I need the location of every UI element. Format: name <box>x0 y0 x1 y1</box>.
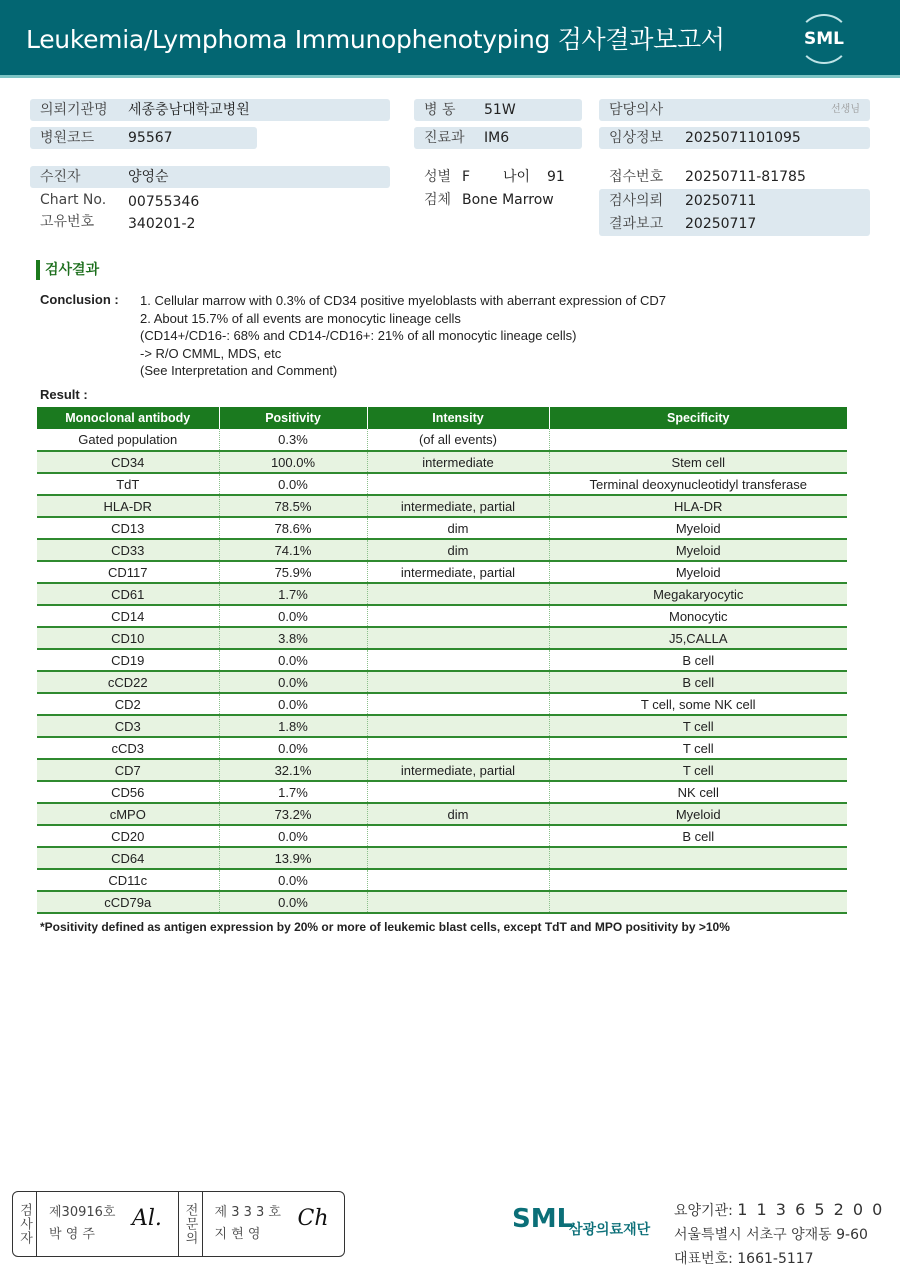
table-row <box>37 605 847 627</box>
col-antibody: Monoclonal antibody <box>37 407 219 429</box>
specificity-cell: Megakaryocytic <box>549 583 847 605</box>
antibody-cell: cCD79a <box>37 891 219 913</box>
intensity-cell: dim <box>367 803 549 825</box>
label: 성별 <box>424 169 452 185</box>
antibody-cell: CD14 <box>37 605 219 627</box>
signature-icon: Ch <box>297 1206 329 1231</box>
table-row <box>37 583 847 605</box>
positivity-cell: 0.0% <box>219 737 367 759</box>
intensity-cell <box>367 693 549 715</box>
label: 결과보고 <box>609 216 664 232</box>
address: 서울특별시 서초구 양재동 9-60 <box>674 1227 868 1243</box>
sex-age-field <box>414 166 582 188</box>
specimen-field <box>414 189 582 211</box>
antibody-cell: cMPO <box>37 803 219 825</box>
specificity-cell: HLA-DR <box>549 495 847 517</box>
specialist-block <box>203 1192 345 1256</box>
intensity-cell <box>367 715 549 737</box>
doctor-field <box>599 99 870 121</box>
specificity-cell: J5,CALLA <box>549 627 847 649</box>
examiner-name: 박 영 주 <box>49 1227 95 1242</box>
conclusion-line: 1. Cellular marrow with 0.3% of CD34 positive myeloblasts with aberrant expression of CD7 <box>140 293 666 308</box>
intensity-cell <box>367 869 549 891</box>
table-row <box>37 627 847 649</box>
result-label: Result : <box>40 387 88 402</box>
positivity-cell: 100.0% <box>219 451 367 473</box>
specificity-cell: NK cell <box>549 781 847 803</box>
antibody-cell: CD11c <box>37 869 219 891</box>
value: 20250711 <box>685 193 757 209</box>
col-specificity: Specificity <box>549 407 847 429</box>
intensity-cell: dim <box>367 517 549 539</box>
label: 임상정보 <box>609 130 664 146</box>
antibody-cell: CD33 <box>37 539 219 561</box>
ward-field <box>414 99 582 121</box>
table-row <box>37 715 847 737</box>
positivity-cell: 0.3% <box>219 429 367 451</box>
specificity-cell: Monocytic <box>549 605 847 627</box>
value: 20250711-81785 <box>685 169 806 185</box>
examiner-block <box>37 1192 179 1256</box>
specificity-cell: Stem cell <box>549 451 847 473</box>
value: 선생님 <box>831 104 860 115</box>
institution-field <box>30 99 390 121</box>
antibody-cell: CD7 <box>37 759 219 781</box>
intensity-cell: intermediate <box>367 451 549 473</box>
conclusion-line: 2. About 15.7% of all events are monocytic lineage cells <box>140 310 461 326</box>
label: 병원코드 <box>40 130 95 146</box>
table-row <box>37 561 847 583</box>
antibody-cell: CD20 <box>37 825 219 847</box>
table-row <box>37 429 847 451</box>
results-table <box>37 407 847 914</box>
antibody-cell: CD2 <box>37 693 219 715</box>
positivity-cell: 0.0% <box>219 891 367 913</box>
antibody-cell: CD3 <box>37 715 219 737</box>
antibody-cell: CD56 <box>37 781 219 803</box>
label: 의뢰기관명 <box>40 102 108 118</box>
intensity-cell: intermediate, partial <box>367 561 549 583</box>
intensity-cell <box>367 825 549 847</box>
specificity-cell: B cell <box>549 671 847 693</box>
footer-logo: SML <box>512 1204 574 1234</box>
intensity-cell <box>367 605 549 627</box>
table-row <box>37 891 847 913</box>
examiner-label: 검사자 <box>13 1192 37 1256</box>
footnote: *Positivity defined as antigen expression by 20% or more of leukemic blast cells, except TdT and MPO positivity by >10% <box>40 920 730 934</box>
positivity-cell: 78.5% <box>219 495 367 517</box>
report-date-field <box>599 213 870 235</box>
antibody-cell: CD19 <box>37 649 219 671</box>
positivity-cell: 0.0% <box>219 473 367 495</box>
table-row <box>37 517 847 539</box>
footer-org: 삼광의료재단 <box>569 1222 651 1238</box>
conclusion-label: Conclusion : <box>40 292 119 307</box>
footer-contact <box>674 1198 884 1271</box>
conclusion-line: (See Interpretation and Comment) <box>140 363 338 379</box>
table-row <box>37 473 847 495</box>
clinical-field <box>599 127 870 149</box>
specificity-cell: T cell, some NK cell <box>549 693 847 715</box>
specificity-cell <box>549 429 847 451</box>
intensity-cell <box>367 473 549 495</box>
value: 51W <box>484 102 516 118</box>
value: IM6 <box>484 130 510 146</box>
value: 95567 <box>128 130 173 146</box>
table-row <box>37 649 847 671</box>
intensity-cell: intermediate, partial <box>367 759 549 781</box>
specificity-cell: Myeloid <box>549 539 847 561</box>
specificity-cell <box>549 891 847 913</box>
positivity-cell: 74.1% <box>219 539 367 561</box>
institution-code: 1 1 3 6 5 2 0 0 <box>737 1200 885 1219</box>
col-intensity: Intensity <box>367 407 549 429</box>
positivity-cell: 78.6% <box>219 517 367 539</box>
antibody-cell: cCD3 <box>37 737 219 759</box>
label: 고유번호 <box>40 214 95 230</box>
table-row <box>37 759 847 781</box>
value: 00755346 <box>128 194 200 210</box>
value: Bone Marrow <box>462 192 554 208</box>
label: 검체 <box>424 192 452 208</box>
value: 양영순 <box>128 169 169 185</box>
specificity-cell: T cell <box>549 759 847 781</box>
antibody-cell: cCD22 <box>37 671 219 693</box>
specificity-cell <box>549 869 847 891</box>
value: 세종충남대학교병원 <box>128 102 250 118</box>
positivity-cell: 75.9% <box>219 561 367 583</box>
value: 91 <box>547 169 565 185</box>
table-row <box>37 847 847 869</box>
positivity-cell: 3.8% <box>219 627 367 649</box>
signature-icon: Al. <box>132 1206 162 1231</box>
value: F <box>462 169 471 185</box>
table-row <box>37 803 847 825</box>
specificity-cell: Myeloid <box>549 561 847 583</box>
report-title: Leukemia/Lymphoma Immunophenotyping 검사결과보고서 <box>26 25 725 54</box>
examiner-license: 제30916호 <box>49 1205 116 1220</box>
specificity-cell: B cell <box>549 649 847 671</box>
specialist-label: 전문의 <box>179 1192 203 1256</box>
request-field <box>599 190 870 212</box>
intensity-cell <box>367 583 549 605</box>
positivity-cell: 0.0% <box>219 671 367 693</box>
label: 검사의뢰 <box>609 193 664 209</box>
conclusion-line: (CD14+/CD16-: 68% and CD14-/CD16+: 21% of all monocytic lineage cells) <box>140 328 577 344</box>
intensity-cell: intermediate, partial <box>367 495 549 517</box>
positivity-cell: 1.7% <box>219 781 367 803</box>
hospital-code-field <box>30 127 257 149</box>
intensity-cell <box>367 627 549 649</box>
report-header <box>0 0 900 78</box>
table-row <box>37 539 847 561</box>
specialist-name: 지 현 영 <box>214 1227 261 1242</box>
table-row <box>37 869 847 891</box>
value: 20250717 <box>685 216 757 232</box>
positivity-cell: 0.0% <box>219 649 367 671</box>
specificity-cell: Myeloid <box>549 517 847 539</box>
specificity-cell: T cell <box>549 715 847 737</box>
phone-label: 대표번호: <box>674 1251 738 1267</box>
positivity-cell: 73.2% <box>219 803 367 825</box>
intensity-cell <box>367 649 549 671</box>
table-row <box>37 693 847 715</box>
intensity-cell <box>367 737 549 759</box>
intensity-cell <box>367 847 549 869</box>
positivity-cell: 13.9% <box>219 847 367 869</box>
intensity-cell <box>367 891 549 913</box>
positivity-cell: 0.0% <box>219 869 367 891</box>
value: 340201-2 <box>128 216 196 232</box>
specialist-license: 제 3 3 3 호 <box>214 1205 281 1220</box>
specificity-cell: Myeloid <box>549 803 847 825</box>
sml-logo: SML <box>798 14 850 64</box>
label: 나이 <box>503 169 531 185</box>
intensity-cell: dim <box>367 539 549 561</box>
antibody-cell: HLA-DR <box>37 495 219 517</box>
antibody-cell: CD34 <box>37 451 219 473</box>
positivity-cell: 0.0% <box>219 825 367 847</box>
table-row <box>37 737 847 759</box>
label: Chart No. <box>40 192 107 208</box>
unique-no-field <box>30 211 390 233</box>
intensity-cell <box>367 781 549 803</box>
intensity-cell <box>367 671 549 693</box>
intensity-cell: (of all events) <box>367 429 549 451</box>
positivity-cell: 32.1% <box>219 759 367 781</box>
patient-field <box>30 166 390 188</box>
signature-box <box>12 1191 345 1257</box>
table-row <box>37 671 847 693</box>
positivity-cell: 1.7% <box>219 583 367 605</box>
chart-no-field <box>30 189 390 211</box>
specificity-cell: Terminal deoxynucleotidyl transferase <box>549 473 847 495</box>
positivity-cell: 0.0% <box>219 605 367 627</box>
specificity-cell: B cell <box>549 825 847 847</box>
label: 접수번호 <box>609 169 664 185</box>
dept-field <box>414 127 582 149</box>
positivity-cell: 0.0% <box>219 693 367 715</box>
antibody-cell: TdT <box>37 473 219 495</box>
table-row <box>37 781 847 803</box>
code-label: 요양기관: <box>674 1203 738 1219</box>
value: 2025071101095 <box>685 130 801 146</box>
col-positivity: Positivity <box>219 407 367 429</box>
section-title: 검사결과 <box>36 260 99 280</box>
conclusion-text <box>140 292 666 380</box>
table-row <box>37 451 847 473</box>
antibody-cell: Gated population <box>37 429 219 451</box>
table-row <box>37 495 847 517</box>
label: 진료과 <box>424 130 465 146</box>
label: 담당의사 <box>609 102 664 118</box>
specificity-cell <box>549 847 847 869</box>
antibody-cell: CD61 <box>37 583 219 605</box>
positivity-cell: 1.8% <box>219 715 367 737</box>
conclusion-line: -> R/O CMML, MDS, etc <box>140 345 282 361</box>
antibody-cell: CD64 <box>37 847 219 869</box>
antibody-cell: CD10 <box>37 627 219 649</box>
receipt-field <box>599 166 870 188</box>
label: 수진자 <box>40 169 81 185</box>
antibody-cell: CD13 <box>37 517 219 539</box>
table-row <box>37 825 847 847</box>
phone: 1661-5117 <box>737 1251 814 1267</box>
specificity-cell: T cell <box>549 737 847 759</box>
antibody-cell: CD117 <box>37 561 219 583</box>
label: 병 동 <box>424 102 456 118</box>
